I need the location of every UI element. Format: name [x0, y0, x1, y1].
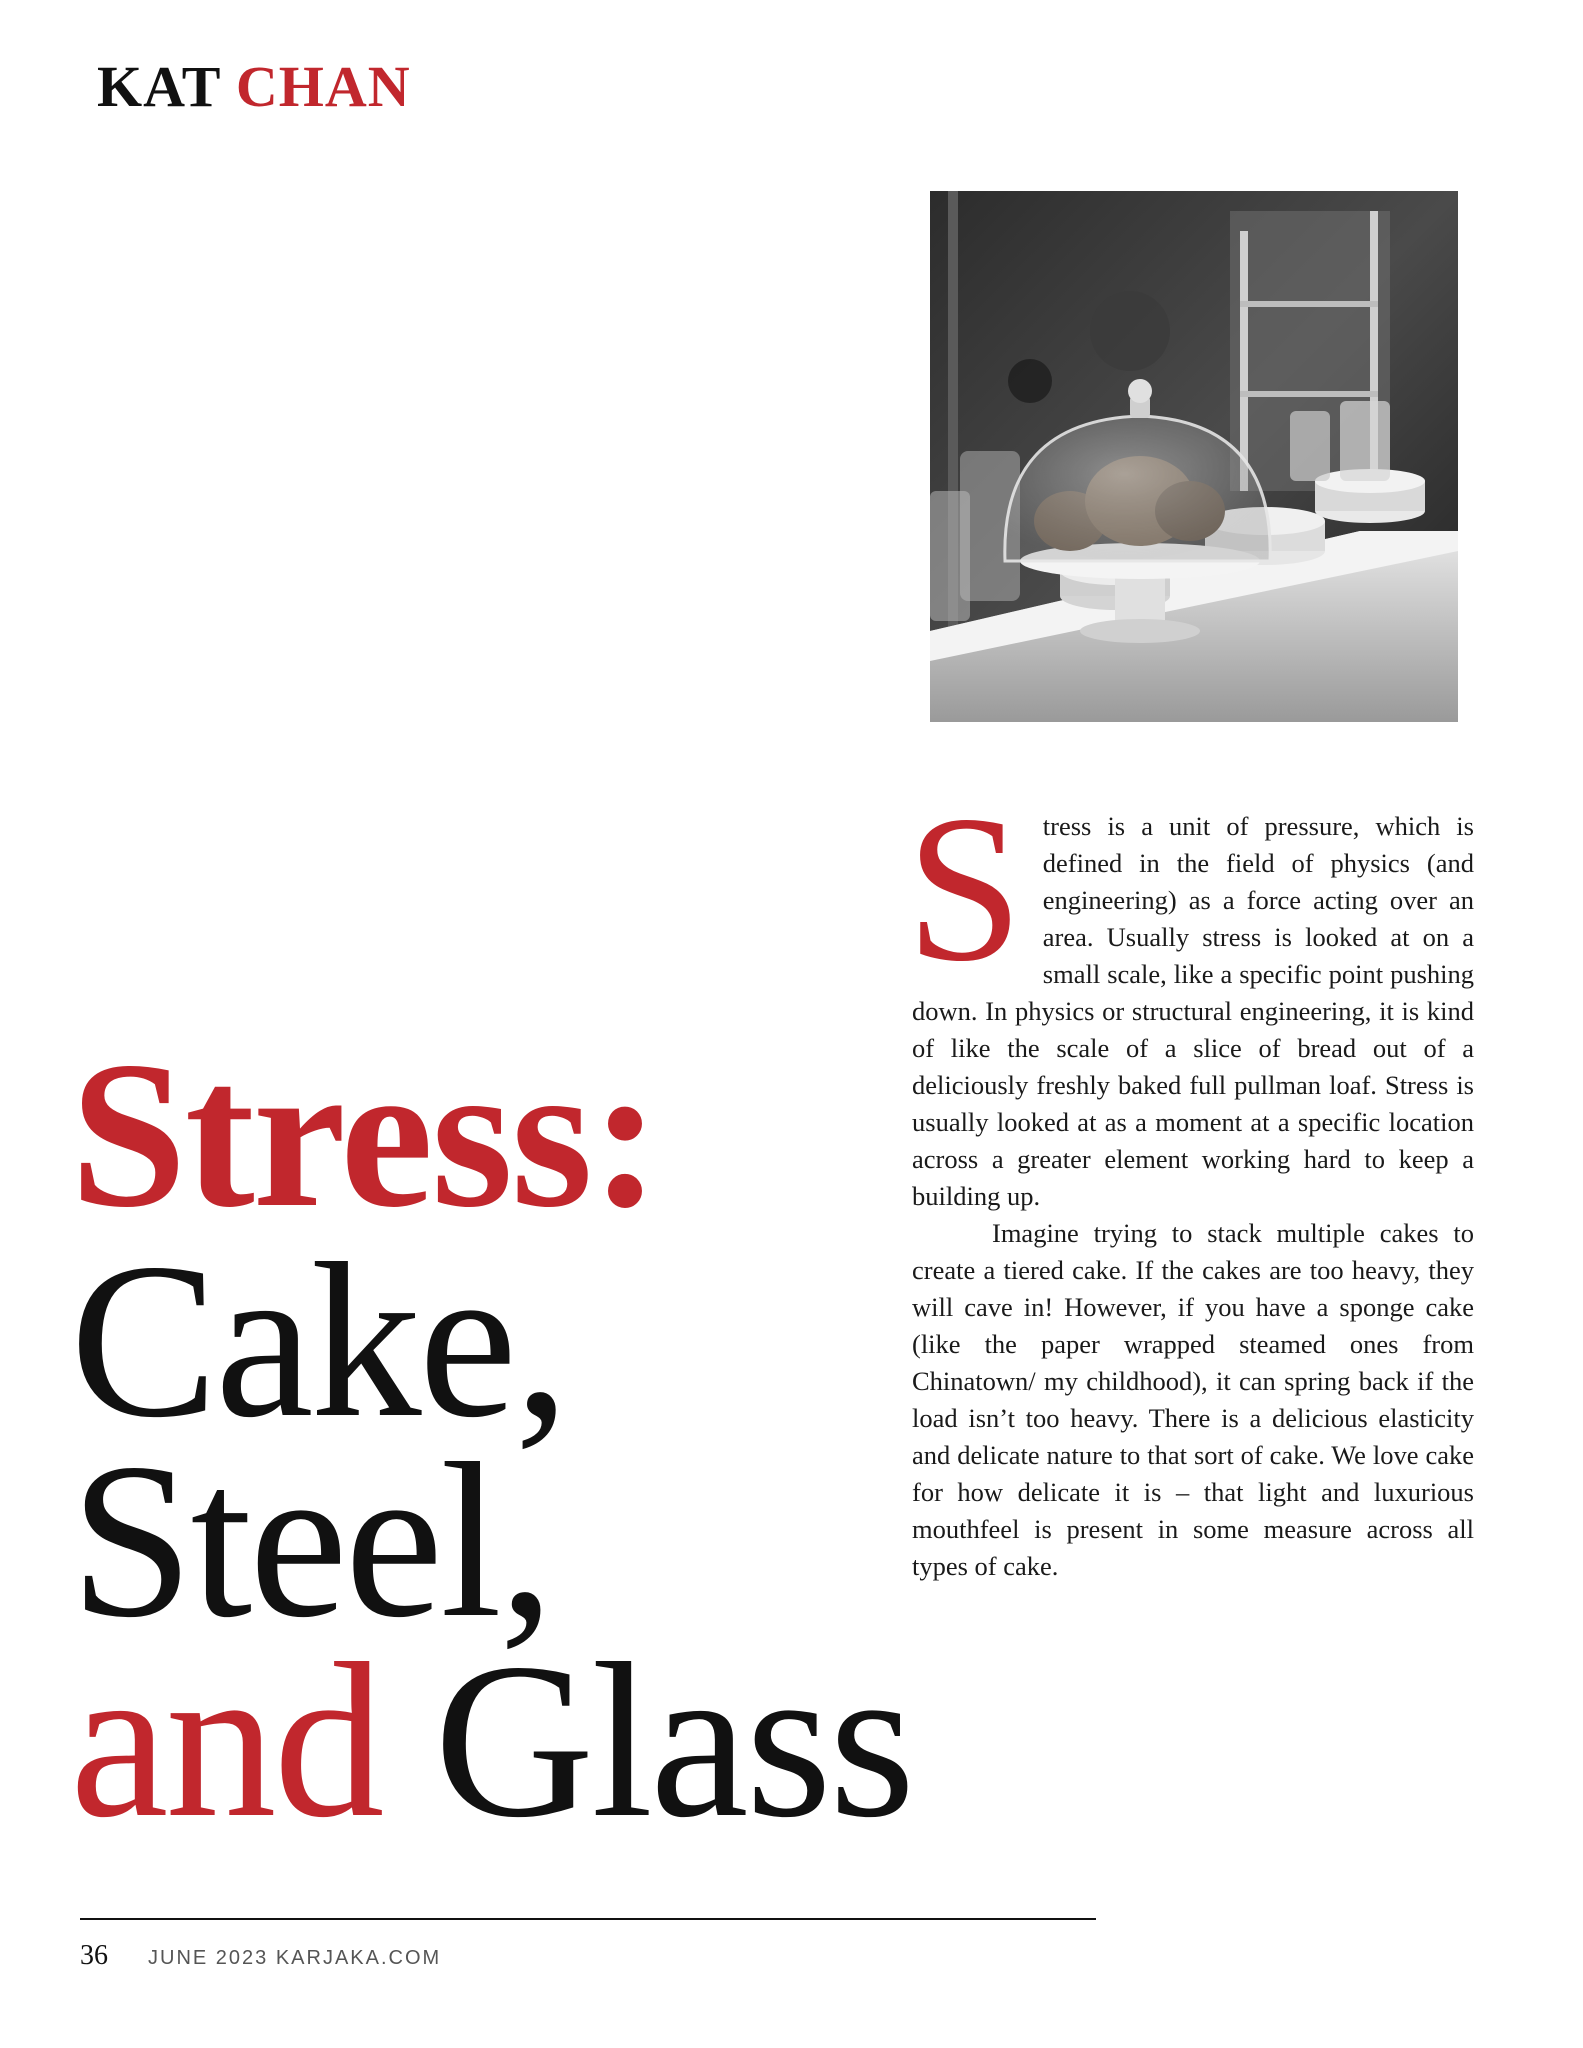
author-name — [97, 54, 411, 119]
headline-word-glass: Glass — [434, 1618, 913, 1864]
article-paragraph-1 — [906, 773, 1474, 1215]
cake-dome-photo — [930, 191, 1458, 722]
page-number: 36 — [80, 1940, 108, 1971]
author-last-name: CHAN — [235, 54, 411, 119]
article-paragraph-2: Imagine trying to stack multiple cakes to create a tiered cake. If the cakes are too heavy, they will cave in! However, if you have a sponge cake (like the paper wrapped steamed ones from Chinatown/ my childhood), it can spring back if the load isn’t too heavy. There is a delicious elasticity and delicate nature to that sort of cake. We love cake for how delicate it is – that light and luxurious mouthfeel is present in some measure across all types of cake. — [912, 1218, 1474, 1581]
page-footer — [80, 1940, 441, 1972]
headline-line-steel: Steel, — [70, 1418, 552, 1664]
drop-cap: S — [906, 773, 1023, 1005]
headline-word-and: and — [70, 1618, 382, 1864]
issue-info: JUNE 2023 KARJAKA.COM — [148, 1947, 442, 1969]
footer-divider — [80, 1918, 1096, 1920]
headline-line-cake: Cake, — [70, 1218, 567, 1464]
headline-line-and-glass — [70, 1618, 913, 1864]
author-first-name: KAT — [97, 54, 221, 119]
headline-line-stress: Stress: — [70, 1019, 659, 1251]
paragraph-1-text: tress is a unit of pressure, which is defined in the field of physics (and engineering) as a force acting over an area. Usually stress is looked at on a small scale, like a specific point pushing down. In physics or structural engineering, it is kind of like the scale of a slice of bread out of a deliciously freshly baked full pullman loaf. Stress is usually looked at as a moment at a specific location across a greater element working hard to keep a building up. — [912, 811, 1474, 1211]
article-body — [906, 773, 1474, 1585]
